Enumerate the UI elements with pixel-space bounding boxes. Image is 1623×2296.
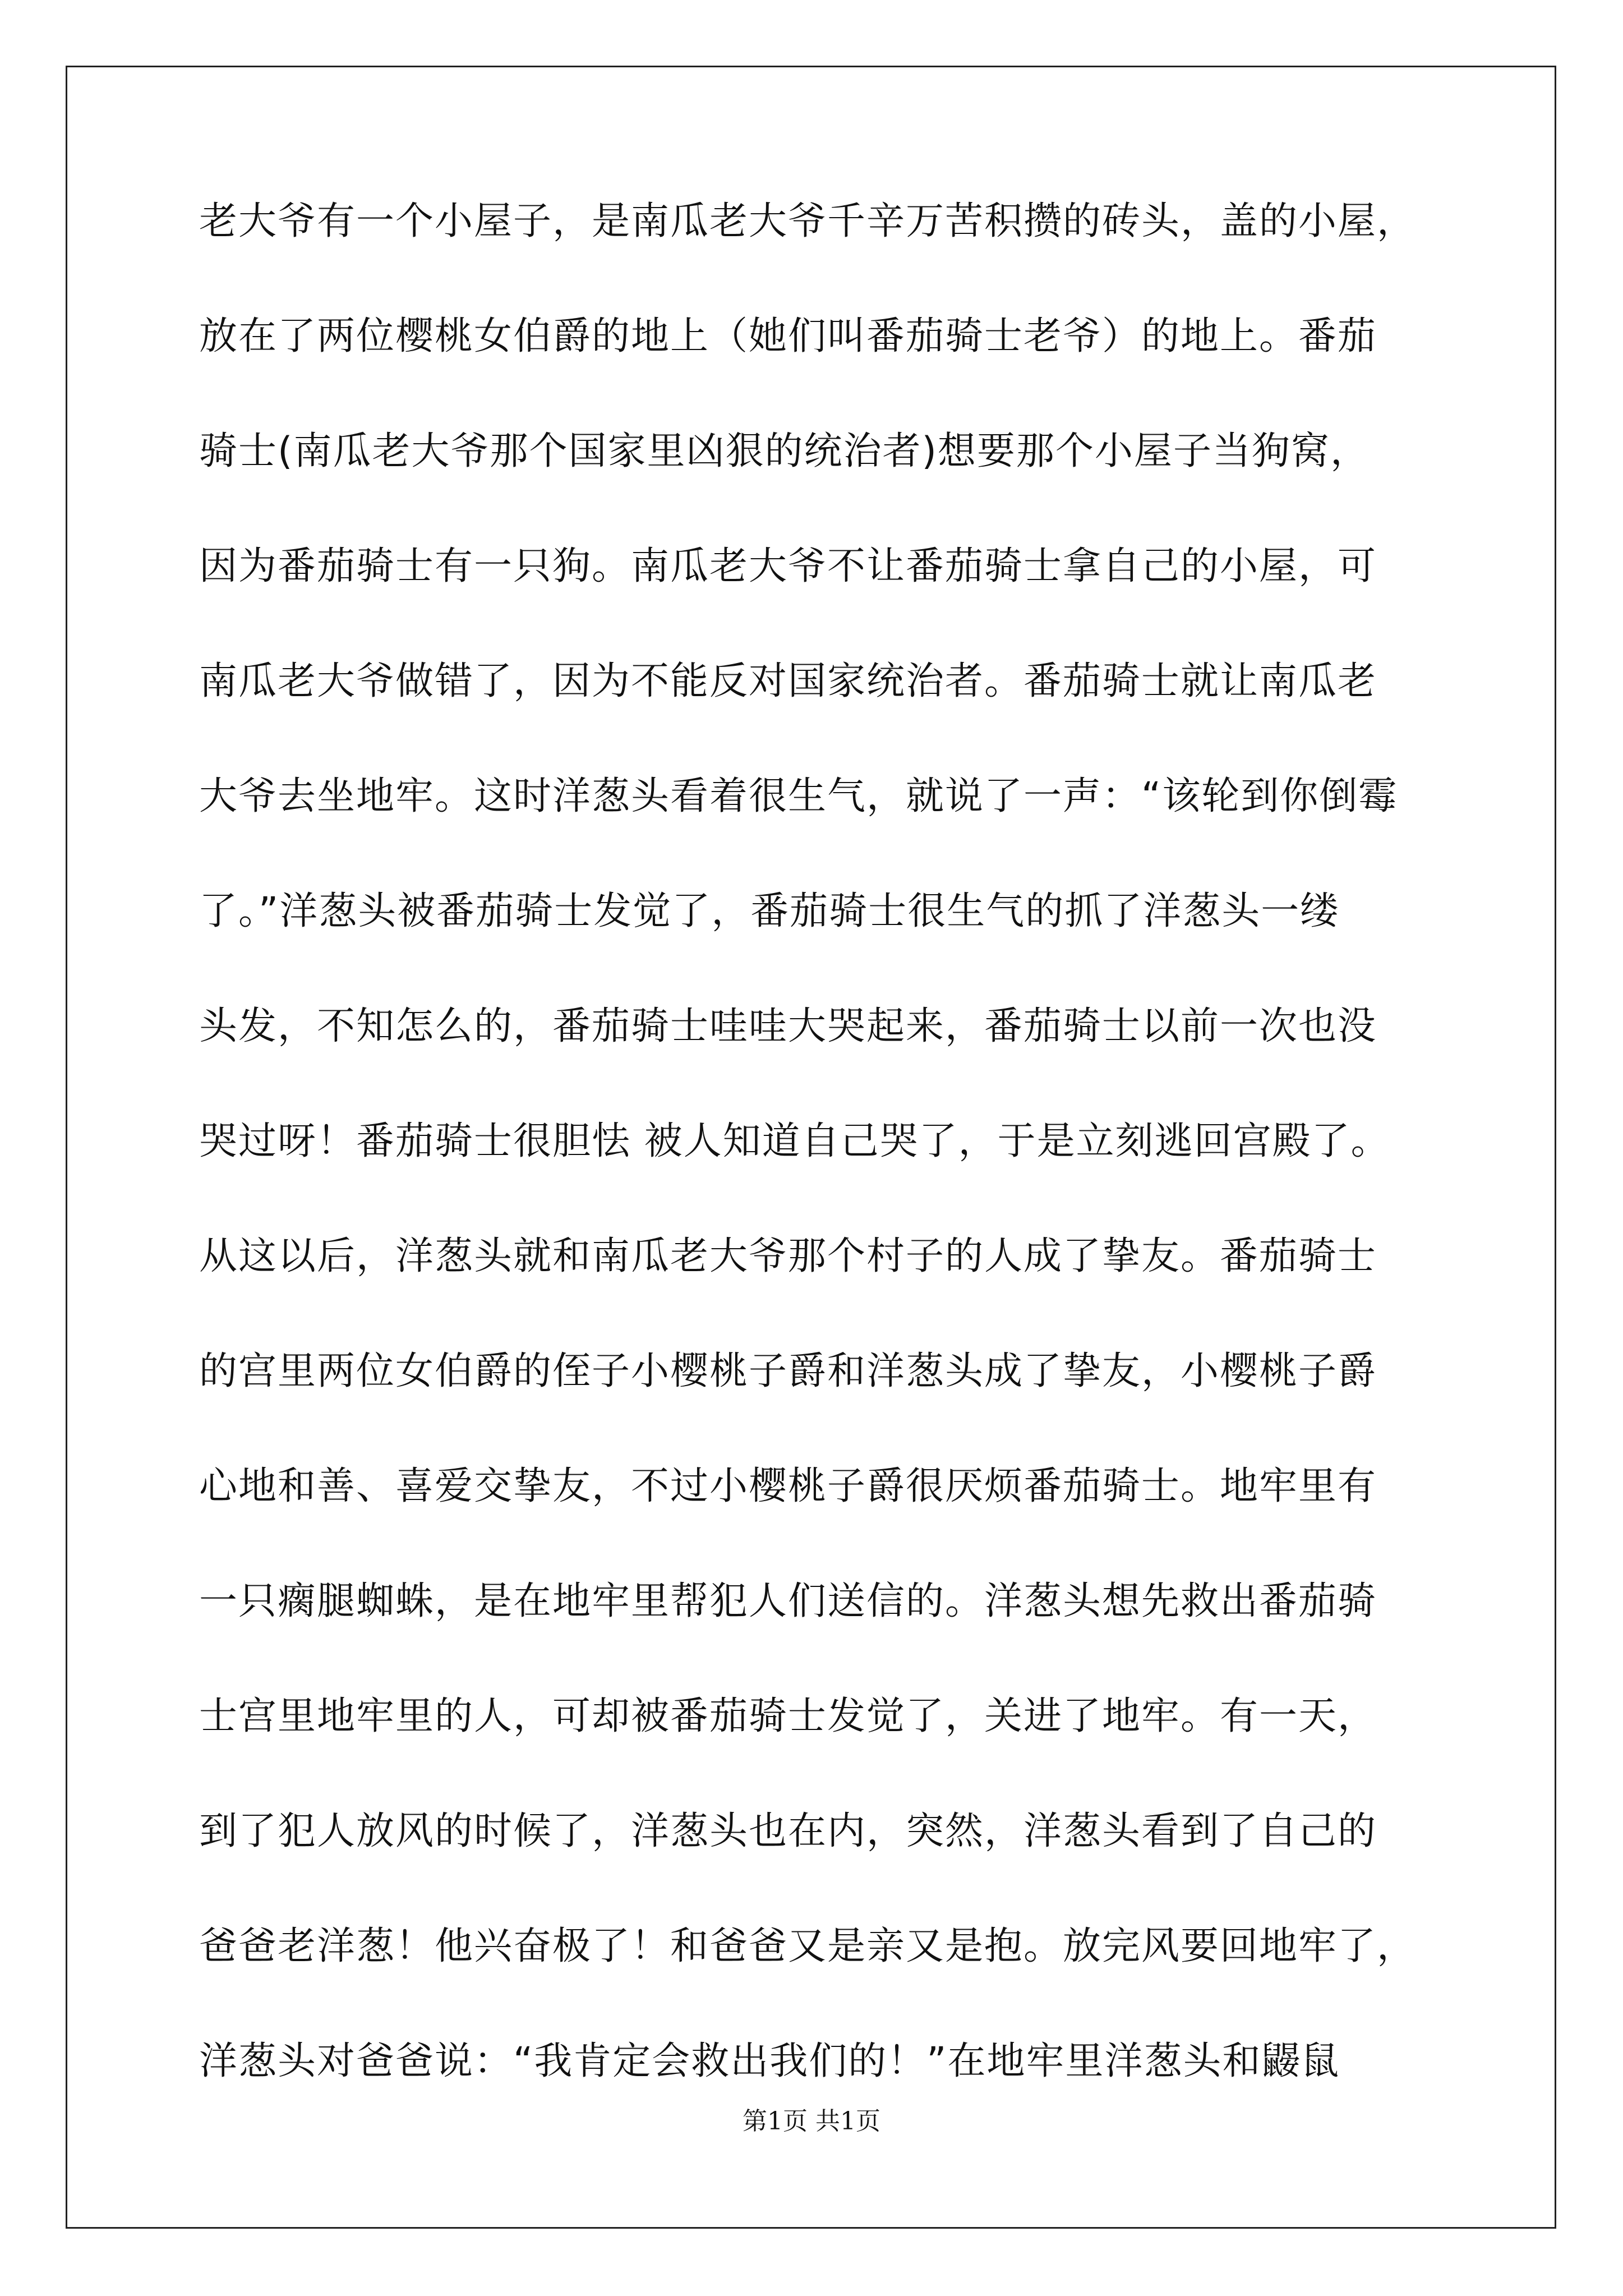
text-line: 哭过呀！番茄骑士很胆怯 被人知道自己哭了，于是立刻逃回宫殿了。 <box>199 1119 1390 1163</box>
text-line: 头发，不知怎么的，番茄骑士哇哇大哭起来，番茄骑士以前一次也没 <box>199 1004 1377 1048</box>
text-line: 从这以后，洋葱头就和南瓜老大爷那个村子的人成了挚友。番茄骑士 <box>199 1234 1377 1278</box>
text-line: 爸爸老洋葱！他兴奋极了！和爸爸又是亲又是抱。放完风要回地牢了， <box>199 1924 1417 1968</box>
text-line: 了。”洋葱头被番茄骑士发觉了，番茄骑士很生气的抓了洋葱头一缕 <box>199 889 1340 933</box>
document-body <box>199 191 1433 2146</box>
text-line: 士宫里地牢里的人，可却被番茄骑士发觉了，关进了地牢。有一天， <box>199 1694 1377 1738</box>
text-line: 因为番茄骑士有一只狗。南瓜老大爷不让番茄骑士拿自己的小屋，可 <box>199 544 1377 588</box>
text-line: 一只瘸腿蜘蛛，是在地牢里帮犯人们送信的。洋葱头想先救出番茄骑 <box>199 1579 1377 1623</box>
text-line: 骑士(南瓜老大爷那个国家里凶狠的统治者)想要那个小屋子当狗窝， <box>199 429 1370 473</box>
page-number-footer: 第1页 共1页 <box>743 2107 880 2136</box>
text-line: 到了犯人放风的时候了，洋葱头也在内，突然，洋葱头看到了自己的 <box>199 1809 1377 1853</box>
text-line: 洋葱头对爸爸说：“我肯定会救出我们的！”在地牢里洋葱头和鼹鼠 <box>199 2039 1340 2083</box>
text-line: 放在了两位樱桃女伯爵的地上（她们叫番茄骑士老爷）的地上。番茄 <box>199 314 1377 358</box>
text-line: 南瓜老大爷做错了，因为不能反对国家统治者。番茄骑士就让南瓜老 <box>199 659 1377 703</box>
text-line: 大爷去坐地牢。这时洋葱头看着很生气，就说了一声：“该轮到你倒霉 <box>199 774 1398 818</box>
text-line: 心地和善、喜爱交挚友，不过小樱桃子爵很厌烦番茄骑士。地牢里有 <box>199 1464 1377 1508</box>
text-line: 的宫里两位女伯爵的侄子小樱桃子爵和洋葱头成了挚友，小樱桃子爵 <box>199 1349 1377 1393</box>
text-line: 老大爷有一个小屋子，是南瓜老大爷千辛万苦积攒的砖头，盖的小屋， <box>199 199 1417 243</box>
